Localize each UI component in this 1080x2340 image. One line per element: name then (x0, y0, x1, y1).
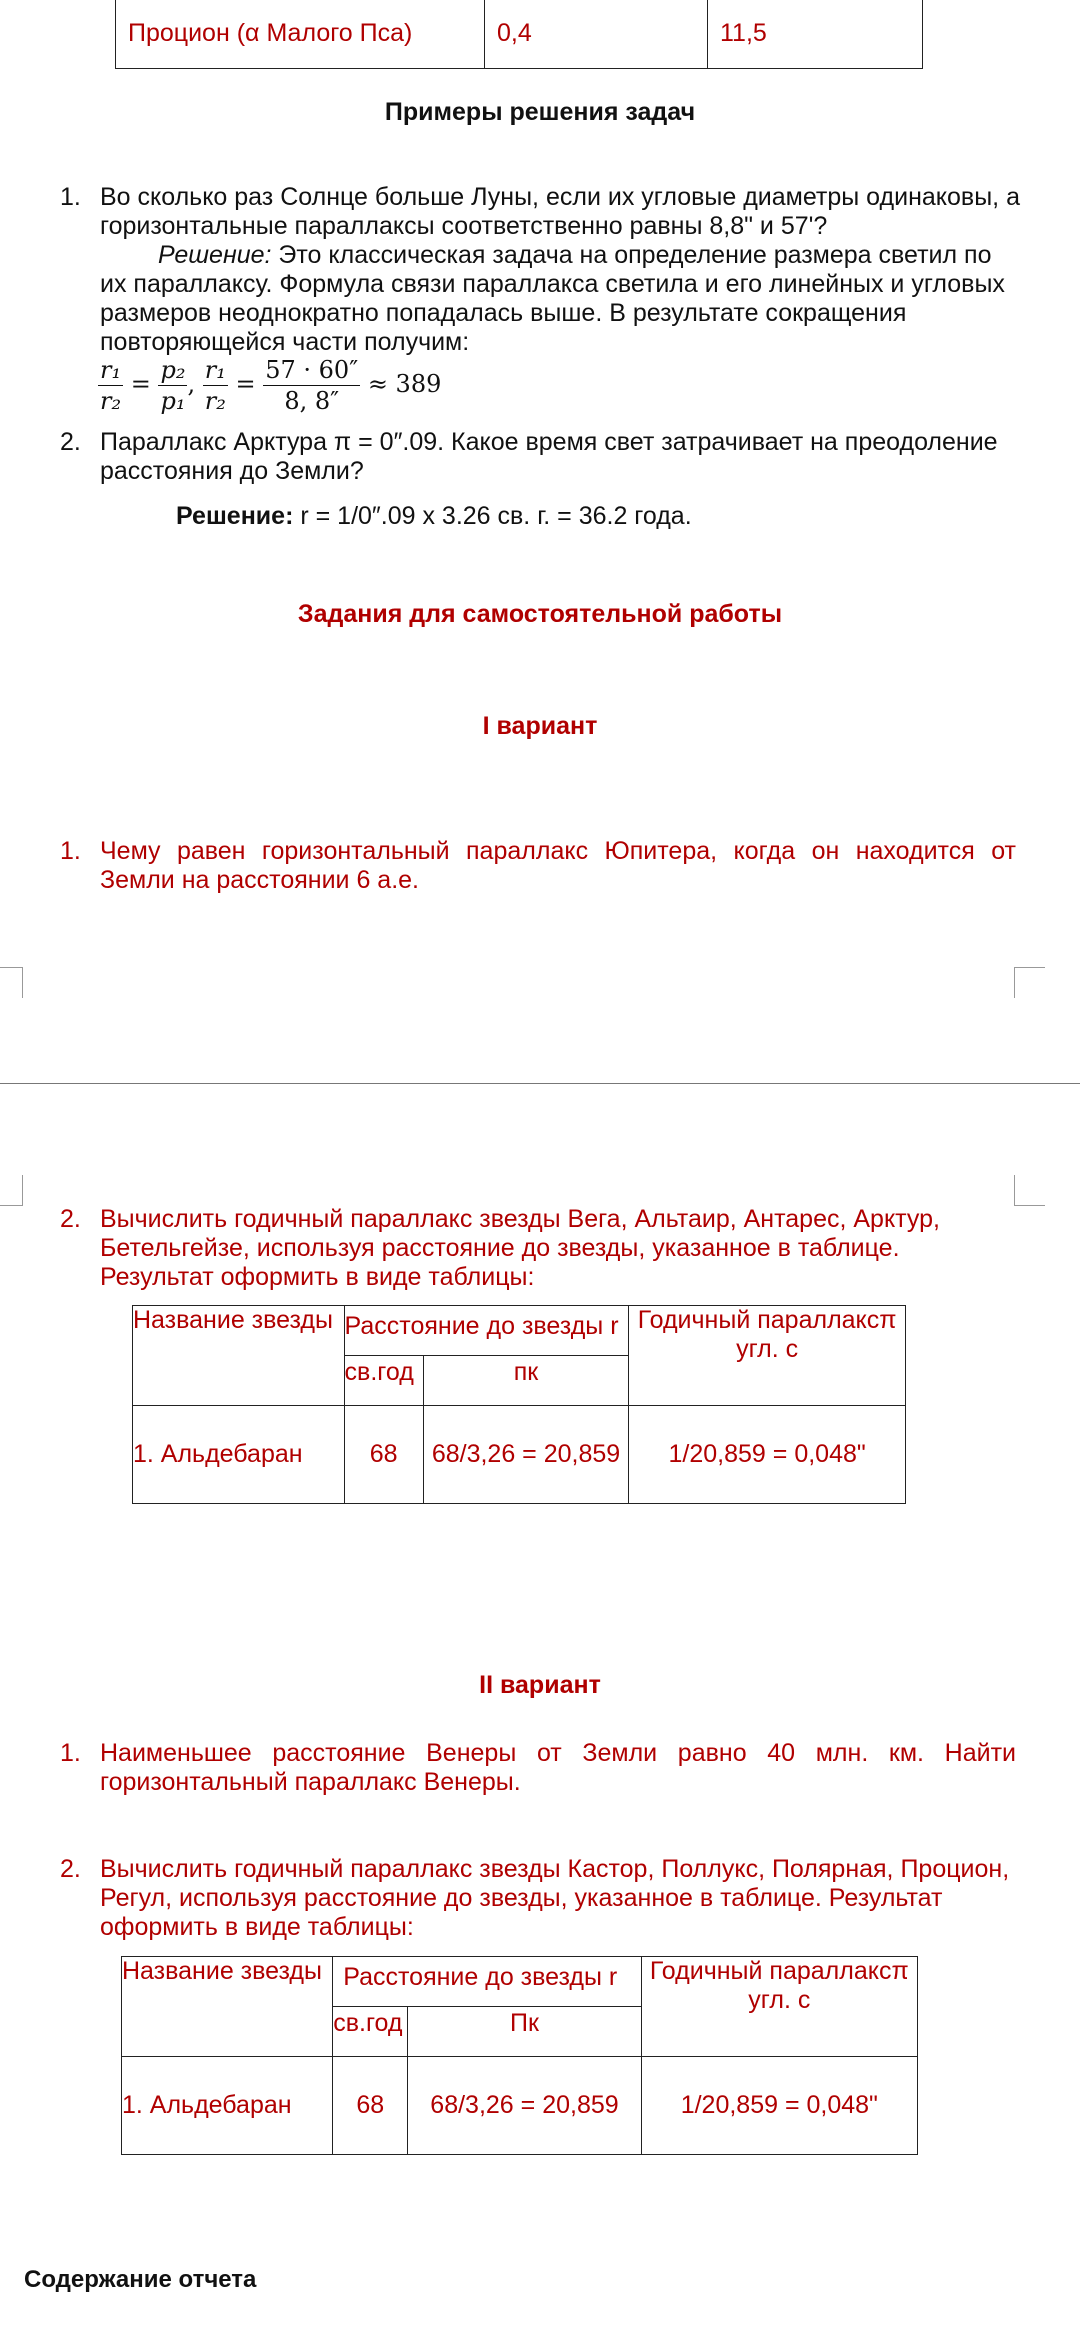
example-1-question: Во сколько раз Солнце больше Луны, если их угловые диаметры одинаковы, а горизонтальные параллаксы соответственно равны 8,8" и 57'? (100, 183, 1020, 240)
header-parsecs: пк (423, 1356, 629, 1406)
page-corner-mark (0, 1175, 23, 1206)
list-number: 2. (60, 1855, 81, 1883)
page-corner-mark (1014, 1175, 1045, 1206)
header-light-years: св.год (344, 1356, 423, 1406)
list-number: 2. (60, 1205, 81, 1233)
formula-result: ≈ 389 (367, 370, 442, 398)
formula-den: 8, 8″ (284, 387, 340, 415)
report-heading: Содержание отчета (24, 2266, 257, 2293)
header-parsecs: Пк (408, 2007, 641, 2057)
variant-2-title: II вариант (479, 1671, 601, 1699)
formula: $\frac{\text{r₁}}{\text{r₂}}$ = $\frac{\text{p₂}}{\text{p₁}}$ , $\frac{\text{r₁}}{\text{r₂}}$ = $\frac{57 \cdot 60''}{8, 8''}$ ≈ 389 (100, 356, 442, 415)
cell-light-years: 68 (344, 1406, 423, 1504)
page-divider (0, 1083, 1080, 1084)
distance-cell: 11,5 (708, 0, 923, 69)
example-2-question: Параллакс Арктура π = 0″.09. Какое время свет затрачивает на преодоление расстояния до Земли? (100, 428, 998, 485)
formula-num: 57 · 60″ (265, 356, 359, 384)
cell-parsecs: 68/3,26 = 20,859 (423, 1406, 629, 1504)
example-2-solution (176, 502, 692, 531)
variant-2-task-1: Наименьшее расстояние Венеры от Земли равно 40 млн. км. Найти горизонтальный параллакс Венеры. (100, 1739, 1016, 1796)
header-star-name: Название звезды (122, 1957, 333, 2057)
solution-label: Решение: (158, 241, 272, 269)
table-header-row (133, 1306, 906, 1356)
cell-light-years: 68 (333, 2057, 408, 2155)
header-distance: Расстояние до звезды r (333, 1957, 641, 2007)
table-row (133, 1406, 906, 1504)
formula-p1: p₁ (160, 387, 186, 415)
example-1-solution (100, 241, 1020, 357)
parallax-cell: 0,4 (485, 0, 708, 69)
header-distance: Расстояние до звезды r (344, 1306, 629, 1356)
variant-2-table (121, 1956, 918, 2155)
list-number: 1. (60, 183, 81, 211)
solution-label: Решение: (176, 502, 294, 530)
variant-1-task-1: Чему равен горизонтальный параллакс Юпитера, когда он находится от Земли на расстоянии 6 а.е. (100, 837, 1016, 894)
variant-2-task-2: Вычислить годичный параллакс звезды Кастор, Поллукс, Полярная, Процион, Регул, используя расстояние до звезды, указанное в таблице. Результат оформить в виде таблицы: (100, 1855, 1010, 1941)
cell-parallax: 1/20,859 = 0,048" (629, 1406, 906, 1504)
header-parallax: Годичный параллаксπ угл. с (641, 1957, 917, 2057)
header-star-name: Название звезды (133, 1306, 345, 1406)
examples-heading: Примеры решения задач (384, 98, 696, 126)
variant-1-table (132, 1305, 906, 1504)
tasks-heading: Задания для самостоятельной работы (297, 600, 783, 628)
list-number: 1. (60, 1739, 81, 1767)
cell-star-name: 1. Альдебаран (122, 2057, 333, 2155)
top-table (115, 0, 923, 69)
formula-p2: p₂ (160, 356, 186, 384)
cell-parallax: 1/20,859 = 0,048" (641, 2057, 917, 2155)
formula-r2: r₂ (100, 387, 122, 415)
list-number: 2. (60, 428, 81, 456)
table-row (122, 2057, 918, 2155)
example-1 (100, 183, 1020, 357)
table-row (116, 0, 923, 69)
header-light-years: св.год (333, 2007, 408, 2057)
variant-1-task-2: Вычислить годичный параллакс звезды Вега, Альтаир, Антарес, Арктур, Бетельгейзе, используя расстояние до звезды, указанное в таблице. Результат оформить в виде таблицы: (100, 1205, 940, 1291)
cell-parsecs: 68/3,26 = 20,859 (408, 2057, 641, 2155)
table-header-row (122, 1957, 918, 2007)
list-number: 1. (60, 837, 81, 865)
page-corner-mark (1014, 967, 1045, 998)
solution-text: Это классическая задача на определение размера светил по их параллаксу. Формула связи параллакса светила и его линейных и угловых размеров неоднократно попадалась выше. В результате сокращения повторяющейся части получим: (100, 241, 1005, 356)
formula-r1b: r₁ (204, 356, 226, 384)
solution-text: r = 1/0″.09 x 3.26 св. г. = 36.2 года. (293, 502, 692, 530)
star-name-cell: Процион (α Малого Пса) (116, 0, 485, 69)
formula-r1: r₁ (100, 356, 122, 384)
header-parallax: Годичный параллаксπ угл. с (629, 1306, 906, 1406)
formula-r2b: r₂ (204, 387, 226, 415)
cell-star-name: 1. Альдебаран (133, 1406, 345, 1504)
page-corner-mark (0, 967, 23, 998)
variant-1-title: I вариант (482, 712, 598, 740)
